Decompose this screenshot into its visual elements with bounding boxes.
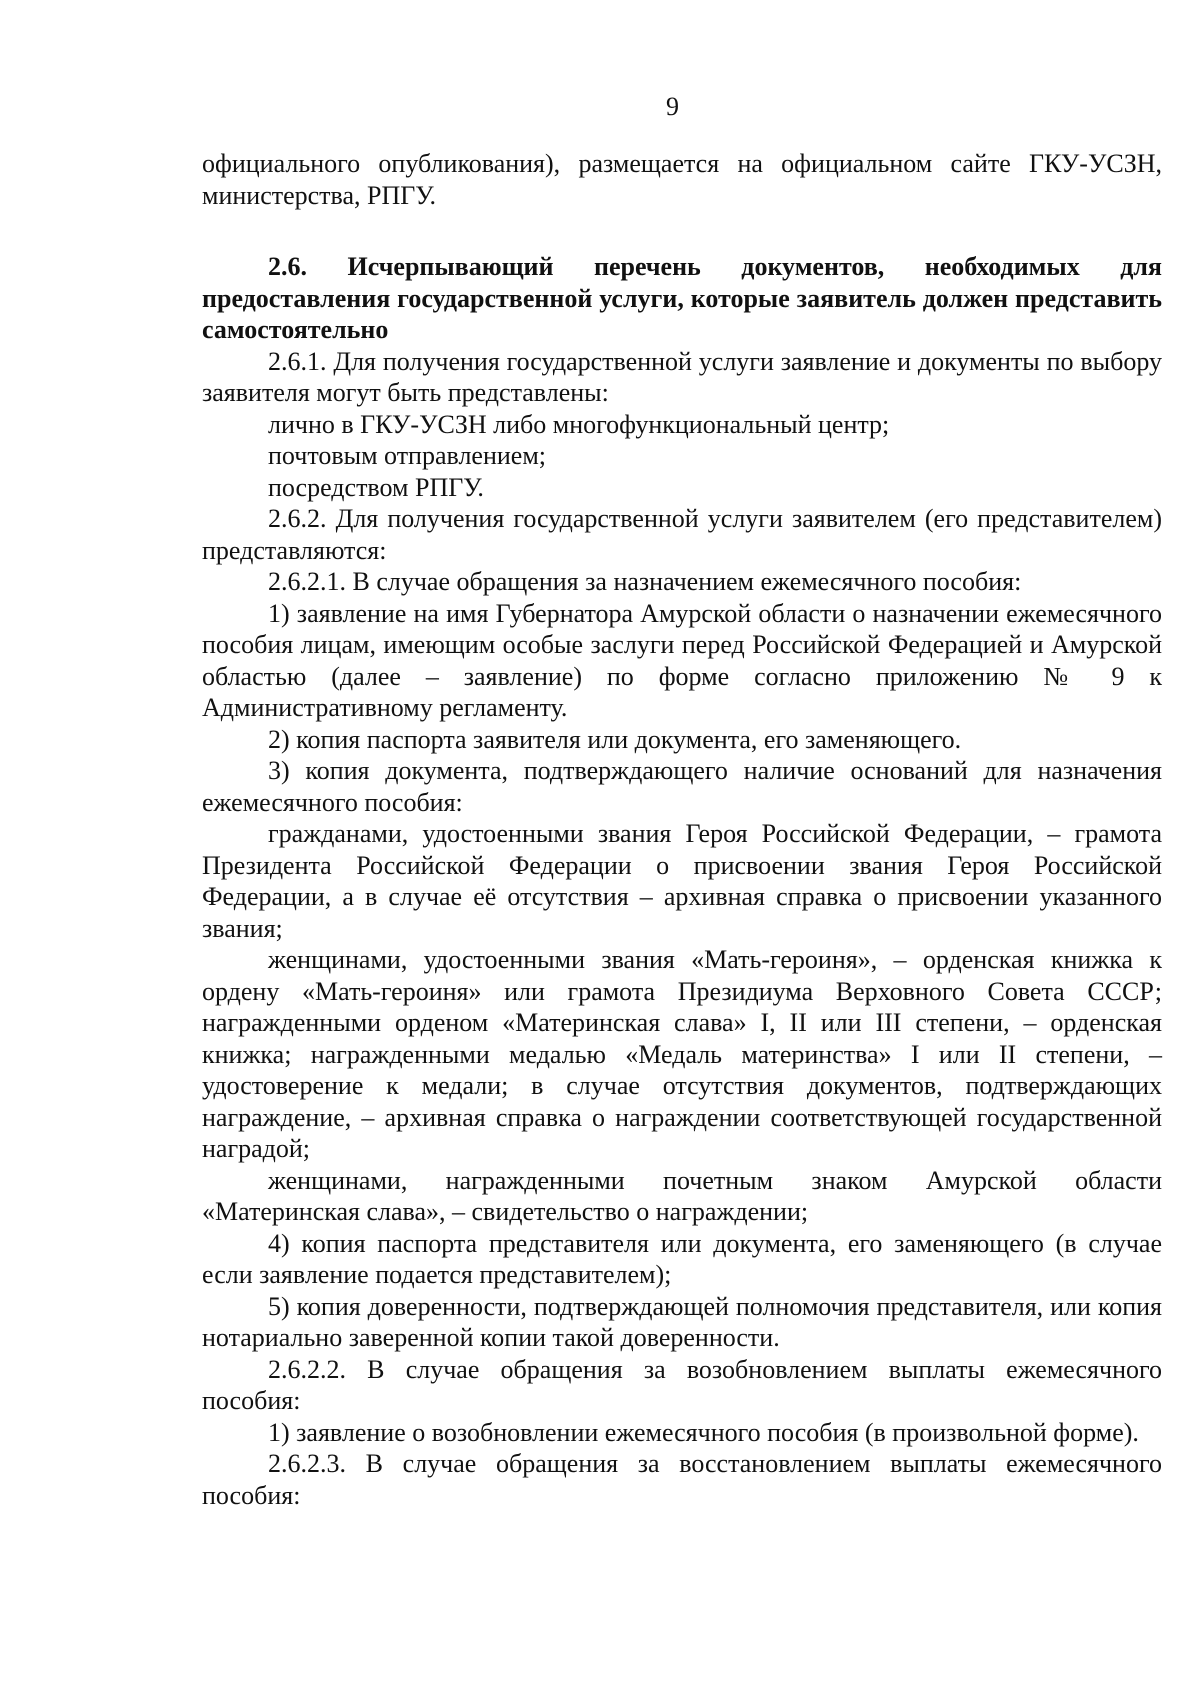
document-body (202, 148, 1162, 1511)
paragraph-2-6-2: 2.6.2. Для получения государственной услуги заявителем (его представителем) представляются: (202, 504, 1162, 565)
list-item: 3) копия документа, подтверждающего наличие оснований для назначения ежемесячного пособия: (202, 756, 1162, 817)
paragraph-intro: официального опубликования), размещается на официальном сайте ГКУ-УСЗН, министерства, РПГУ. (202, 149, 1162, 210)
list-item: посредством РПГУ. (268, 472, 484, 502)
paragraph-2-6-2-3: 2.6.2.3. В случае обращения за восстановлением выплаты ежемесячного пособия: (202, 1449, 1162, 1510)
list-item: 1) заявление на имя Губернатора Амурской области о назначении ежемесячного пособия лицам, имеющим особые заслуги перед Российской Федерацией и Амурской областью (далее – заявление) по форме согласно приложению № 9 к Административному регламенту. (202, 598, 1162, 722)
section-heading-2-6: 2.6. Исчерпывающий перечень документов, необходимых для предоставления государственной услуги, которые заявитель должен представить самостоятельно (202, 252, 1162, 344)
paragraph-2-6-2-2: 2.6.2.2. В случае обращения за возобновлением выплаты ежемесячного пособия: (202, 1354, 1162, 1415)
list-item: женщинами, удостоенными звания «Мать-героиня», – орденская книжка к ордену «Мать-героиня» или грамота Президиума Верховного Совета СССР; награжденными орденом «Материнская слава» I, II или III степени, – орденская книжка; награжденными медалью «Медаль материнства» I или II степени, – удостоверение к медали; в случае отсутствия документов, подтверждающих награждение, – архивная справка о награждении соответствующей государственной наградой; (202, 945, 1162, 1163)
list-item: 1) заявление о возобновлении ежемесячного пособия (в произвольной форме). (268, 1417, 1139, 1447)
list-item: почтовым отправлением; (268, 441, 547, 470)
list-item: женщинами, награжденными почетным знаком Амурской области «Материнская слава», – свидетельство о награждении; (202, 1165, 1162, 1226)
list-item: 5) копия доверенности, подтверждающей полномочия представителя, или копия нотариально заверенной копии такой доверенности. (202, 1291, 1162, 1352)
list-item: 2) копия паспорта заявителя или документа, его заменяющего. (268, 724, 962, 754)
paragraph-2-6-2-1: 2.6.2.1. В случае обращения за назначением ежемесячного пособия: (268, 567, 1022, 596)
page-number: 9 (666, 92, 679, 121)
list-item: гражданами, удостоенными звания Героя Российской Федерации, – грамота Президента Российской Федерации о присвоении звания Героя Российской Федерации, а в случае её отсутствия – архивная справка о присвоении указанного звания; (202, 819, 1162, 943)
list-item: лично в ГКУ-УСЗН либо многофункциональный центр; (268, 409, 890, 439)
paragraph-2-6-1: 2.6.1. Для получения государственной услуги заявление и документы по выбору заявителя могут быть представлены: (202, 346, 1162, 407)
list-item: 4) копия паспорта представителя или документа, его заменяющего (в случае если заявление подается представителем); (202, 1228, 1162, 1289)
